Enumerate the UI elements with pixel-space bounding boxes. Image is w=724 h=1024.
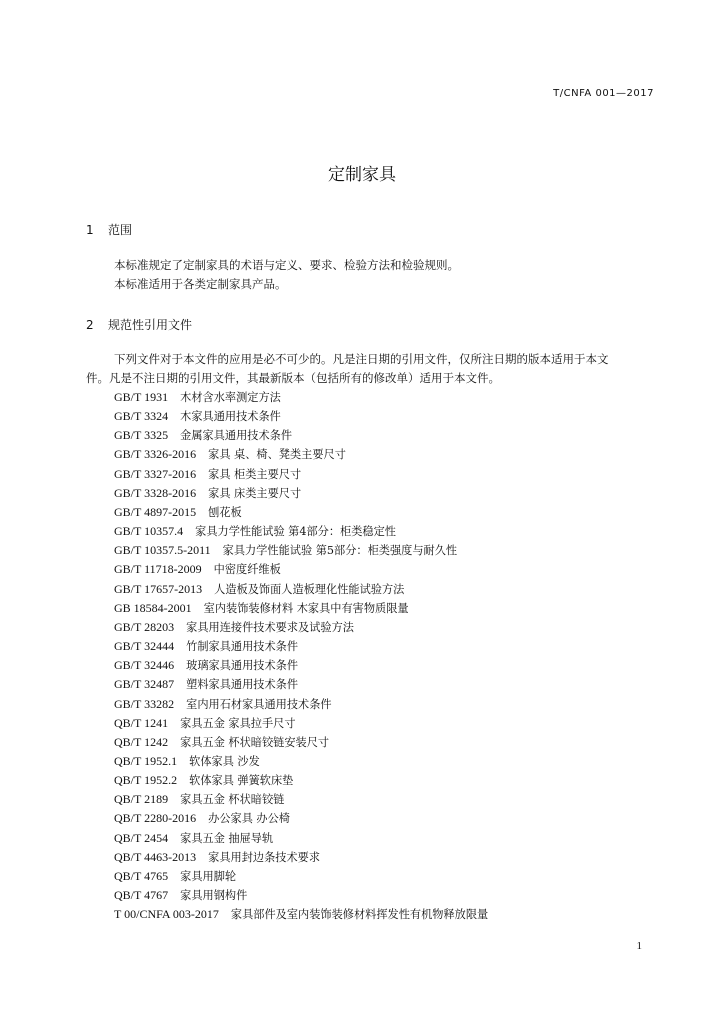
reference-item (114, 522, 488, 541)
reference-code: QB/T 1952.1 (114, 753, 178, 768)
reference-code: QB/T 2189 (114, 792, 169, 807)
reference-code: QB/T 2280-2016 (114, 811, 197, 826)
reference-item (114, 790, 488, 809)
document-title: 定制家具 (328, 165, 396, 185)
reference-item (114, 733, 488, 752)
reference-code: GB/T 3325 (114, 428, 169, 443)
reference-title: 家具 床类主要尺寸 (208, 486, 302, 500)
reference-item (114, 388, 488, 407)
reference-title: 家具五金 杯状暗铰链 (180, 793, 285, 807)
reference-code: GB/T 3326-2016 (114, 447, 197, 462)
reference-title: 金属家具通用技术条件 (180, 429, 293, 443)
reference-code: QB/T 1952.2 (114, 773, 178, 788)
intro-line-2: 件。凡是不注日期的引用文件，其最新版本（包括所有的修改单）适用于本文件。 (86, 371, 500, 385)
reference-code: GB/T 28203 (114, 619, 175, 634)
reference-title: 家具 桌、椅、凳类主要尺寸 (208, 448, 346, 462)
reference-code: GB/T 10357.5-2011 (114, 543, 211, 558)
document-id-header: T/CNFA 001—2017 (553, 88, 654, 99)
reference-item (114, 560, 488, 579)
intro-line-1: 下列文件对于本文件的应用是必不可少的。凡是注日期的引用文件，仅所注日期的版本适用于本文 (114, 352, 609, 366)
reference-code: GB/T 3327-2016 (114, 466, 197, 481)
reference-item (114, 905, 488, 924)
reference-item (114, 809, 488, 828)
reference-item (114, 465, 488, 484)
reference-title: 家具五金 杯状暗铰链安装尺寸 (180, 735, 330, 749)
reference-title: 木材含水率测定方法 (180, 391, 281, 404)
reference-item (114, 867, 488, 886)
reference-list (114, 388, 488, 924)
section-title: 规范性引用文件 (108, 318, 193, 332)
reference-title: 家具五金 家具拉手尺寸 (180, 716, 296, 730)
reference-code: GB/T 33282 (114, 696, 175, 711)
reference-item (114, 656, 488, 675)
reference-title: 家具力学性能试验 第4部分：柜类稳定性 (195, 525, 396, 539)
reference-item (114, 771, 488, 790)
reference-code: GB/T 32487 (114, 677, 175, 692)
reference-title: 木家具通用技术条件 (180, 410, 281, 424)
reference-title: 塑料家具通用技术条件 (186, 678, 299, 692)
references-intro-paragraph (86, 350, 658, 388)
reference-title: 玻璃家具通用技术条件 (186, 659, 299, 673)
reference-item (114, 426, 488, 445)
reference-title: 办公家具 办公椅 (208, 812, 290, 826)
reference-title: 家具用脚轮 (180, 869, 237, 883)
reference-code: GB/T 32446 (114, 658, 175, 673)
reference-item (114, 484, 488, 503)
reference-title: 家具五金 抽屉导轨 (180, 831, 274, 845)
reference-item (114, 618, 488, 637)
reference-title: 家具用钢构件 (180, 889, 248, 903)
reference-item (114, 695, 488, 714)
reference-title: 人造板及饰面人造板理化性能试验方法 (214, 582, 405, 596)
reference-code: QB/T 1241 (114, 715, 169, 730)
reference-title: 竹制家具通用技术条件 (186, 640, 299, 654)
section-heading-normative-references (86, 316, 192, 333)
reference-item (114, 445, 488, 464)
reference-title: 刨花板 (208, 505, 242, 519)
reference-code: GB/T 3328-2016 (114, 485, 197, 500)
section-number: 1 (86, 223, 94, 237)
reference-code: QB/T 4765 (114, 868, 169, 883)
reference-item (114, 829, 488, 848)
reference-code: QB/T 4463-2013 (114, 849, 197, 864)
page-number: 1 (636, 940, 642, 952)
section-number: 2 (86, 318, 94, 332)
reference-code: GB/T 10357.4 (114, 524, 184, 539)
reference-title: 软体家具 沙发 (189, 754, 260, 768)
reference-item (114, 675, 488, 694)
reference-title: 家具 柜类主要尺寸 (208, 467, 302, 481)
reference-title: 家具力学性能试验 第5部分：柜类强度与耐久性 (222, 544, 458, 558)
reference-item (114, 714, 488, 733)
reference-code: QB/T 2454 (114, 830, 169, 845)
reference-code: GB/T 11718-2009 (114, 562, 202, 577)
reference-item (114, 599, 488, 618)
section-title: 范围 (108, 223, 133, 237)
reference-title: 室内装饰装修材料 木家具中有害物质限量 (203, 601, 409, 615)
reference-code: T 00/CNFA 003-2017 (114, 907, 219, 922)
section-heading-scope (86, 221, 132, 238)
reference-item (114, 580, 488, 599)
reference-item (114, 752, 488, 771)
reference-title: 家具部件及室内装饰装修材料挥发性有机物释放限量 (230, 908, 489, 922)
reference-item (114, 637, 488, 656)
reference-item (114, 541, 488, 560)
reference-code: GB/T 1931 (114, 390, 169, 404)
scope-line-2: 本标准适用于各类定制家具产品。 (114, 277, 287, 291)
reference-title: 室内用石材家具通用技术条件 (186, 697, 332, 711)
reference-item (114, 503, 488, 522)
reference-code: GB/T 17657-2013 (114, 581, 203, 596)
reference-title: 家具用封边条技术要求 (208, 850, 321, 864)
reference-code: QB/T 1242 (114, 734, 169, 749)
reference-title: 家具用连接件技术要求及试验方法 (186, 620, 354, 634)
reference-code: GB 18584-2001 (114, 600, 192, 615)
reference-item (114, 886, 488, 905)
reference-title: 软体家具 弹簧软床垫 (189, 774, 294, 788)
scope-line-1: 本标准规定了定制家具的术语与定义、要求、检验方法和检验规则。 (114, 258, 459, 272)
reference-code: QB/T 4767 (114, 888, 169, 903)
reference-code: GB/T 4897-2015 (114, 504, 197, 519)
reference-item (114, 407, 488, 426)
reference-code: GB/T 3324 (114, 409, 169, 424)
reference-title: 中密度纤维板 (213, 563, 281, 577)
reference-item (114, 848, 488, 867)
scope-paragraph (86, 256, 658, 294)
reference-code: GB/T 32444 (114, 639, 175, 654)
